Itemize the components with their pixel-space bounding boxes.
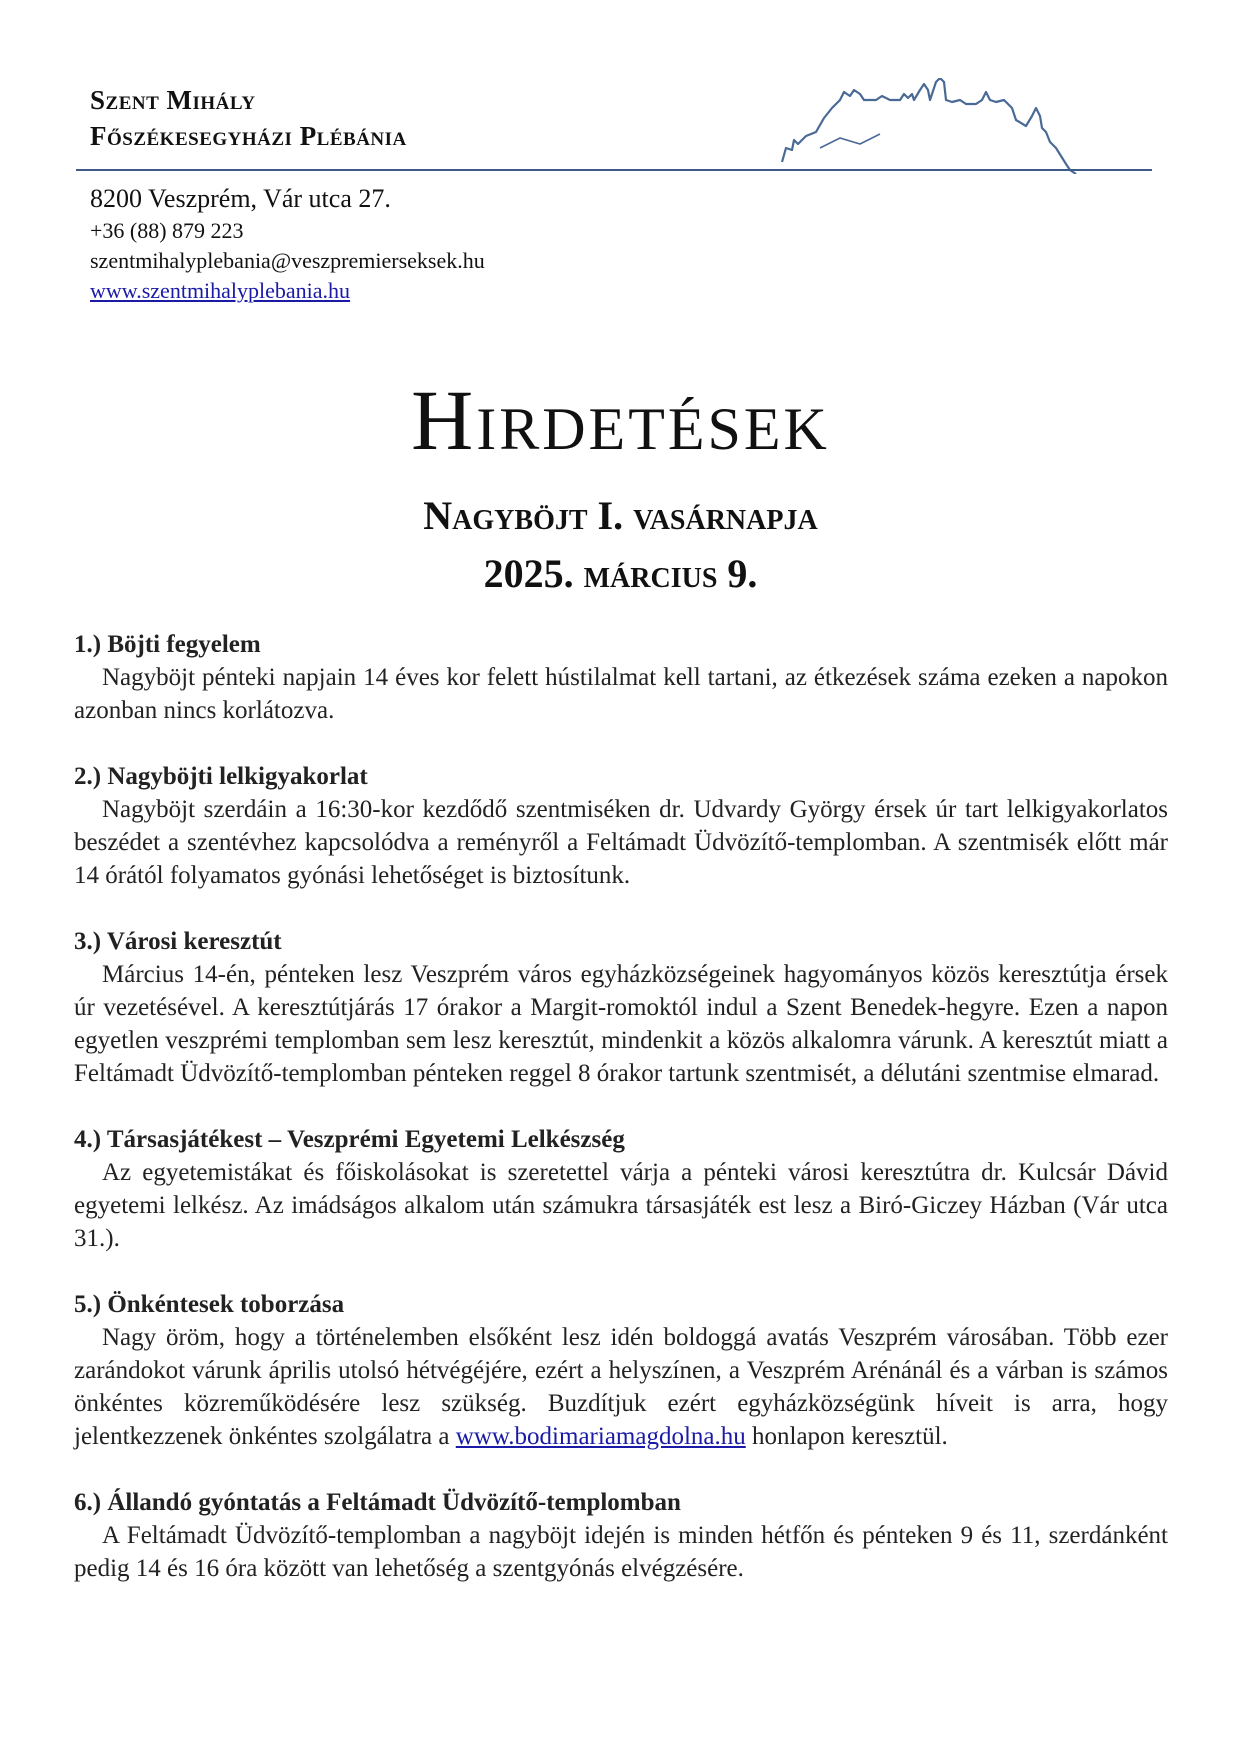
castle-skyline-logo <box>780 78 1090 174</box>
website-link[interactable]: www.szentmihalyplebania.hu <box>90 278 351 303</box>
announcement-item <box>74 628 1168 727</box>
letterhead-divider <box>76 169 1152 171</box>
announcement-item <box>74 760 1168 892</box>
volunteer-website-link[interactable]: www.bodimariamagdolna.hu <box>455 1423 746 1450</box>
announcement-item <box>74 1123 1168 1255</box>
announcement-item <box>74 925 1168 1090</box>
announcement-heading: 4.) Társasjátékest – Veszprémi Egyetemi Lelkészség <box>74 1126 625 1153</box>
parish-name-line-1: Szent Mihály <box>90 85 256 115</box>
announcement-heading: 3.) Városi keresztút <box>74 928 282 955</box>
announcement-heading: 5.) Önkéntesek toborzása <box>74 1291 345 1318</box>
announcement-text-part: Nagy öröm, hogy a történelemben elsőként lesz idén boldoggá avatás Veszprém városában. Több ezer zarándokot várunk április utolsó hétvégéjére, ezért a helyszínen, a Veszprém Arénánál és a várban is számos önkéntes közreműködésére lesz szükség. Buzdítjuk ezért egyházközségünk híveit is arra, hogy jelentkezzenek önkéntes szolgálatra a <box>74 1324 1168 1450</box>
announcement-text: Nagyböjt szerdáin a 16:30-kor kezdődő szentmiséken dr. Udvardy György érsek úr tart lelkigyakorlatos beszédet a szentévhez kapcsolódva a reményről a Feltámadt Üdvözítő-templomban. A szentmisék előtt már 14 órától folyamatos gyónási lehetőséget is biztosítunk. <box>74 796 1168 889</box>
announcement-heading: 1.) Böjti fegyelem <box>74 631 261 658</box>
announcement-heading: 6.) Állandó gyóntatás a Feltámadt Üdvözítő-templomban <box>74 1489 681 1516</box>
contact-block <box>90 182 485 306</box>
announcement-text: Március 14-én, pénteken lesz Veszprém város egyházközségeinek hagyományos közös keresztútja érsek úr vezetésével. A keresztútjárás 17 órakor a Margit-romoktól indul a Szent Benedek-hegyre. Ezen a napon egyetlen veszprémi templomban sem lesz keresztút, mindenkit a közös alkalomra várunk. A keresztút miatt a Feltámadt Üdvözítő-templomban pénteken reggel 8 órakor tartunk szentmisét, a délutáni szentmise elmarad. <box>74 961 1168 1087</box>
parish-name-line-2: Főszékesegyházi Plébánia <box>90 121 407 151</box>
phone: +36 (88) 879 223 <box>90 218 244 243</box>
announcements-list <box>74 628 1168 1618</box>
page-subtitle <box>0 487 1241 603</box>
subtitle-line-2: 2025. március 9. <box>483 551 758 596</box>
parish-name <box>90 82 407 154</box>
announcement-text: Nagyböjt pénteki napjain 14 éves kor felett hústilalmat kell tartani, az étkezések száma ezeken a napokon azonban nincs korlátozva. <box>74 664 1168 724</box>
announcement-text: Az egyetemistákat és főiskolásokat is szeretettel várja a pénteki városi keresztútra dr. Kulcsár Dávid egyetemi lelkész. Az imádságos alkalom után számukra társasjáték est lesz a Biró-Giczey Házban (Vár utca 31.). <box>74 1159 1168 1252</box>
announcement-item <box>74 1486 1168 1585</box>
announcement-heading: 2.) Nagyböjti lelkigyakorlat <box>74 763 368 790</box>
announcement-text: A Feltámadt Üdvözítő-templomban a nagyböjt idején is minden hétfőn és pénteken 9 és 11, szerdánként pedig 14 és 16 óra között van lehetőség a szentgyónás elvégzésére. <box>74 1522 1168 1582</box>
email: szentmihalyplebania@veszpremierseksek.hu <box>90 248 485 273</box>
page-title: Hirdetések <box>411 372 830 468</box>
subtitle-line-1: Nagyböjt I. vasárnapja <box>423 493 818 538</box>
announcement-text-part: honlapon keresztül. <box>745 1423 948 1450</box>
address: 8200 Veszprém, Vár utca 27. <box>90 184 391 213</box>
announcement-item <box>74 1288 1168 1453</box>
announcement-text <box>74 1321 1168 1453</box>
